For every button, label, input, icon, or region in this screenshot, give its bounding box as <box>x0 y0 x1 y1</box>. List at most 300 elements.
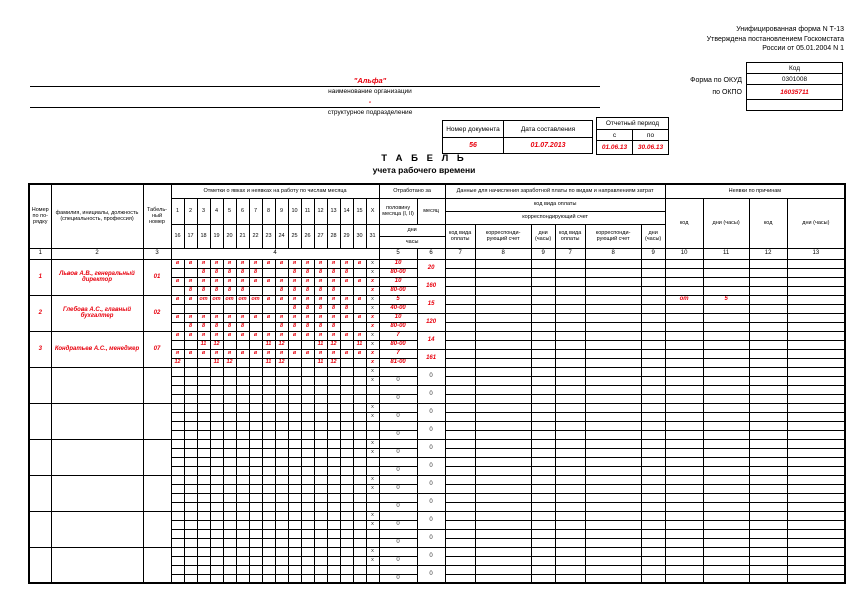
day-hours-cell <box>249 412 262 421</box>
day-code-cell <box>314 511 327 520</box>
day-hours-cell <box>288 466 301 475</box>
day-code-cell: в <box>171 295 184 304</box>
absence-code-cell <box>749 448 787 457</box>
pay-data-cell <box>641 511 665 520</box>
day-hours-cell <box>210 466 223 475</box>
day-code-cell <box>171 457 184 466</box>
day-code-cell: от <box>236 295 249 304</box>
day-hours-cell <box>262 322 275 331</box>
absence-days-cell <box>787 421 845 430</box>
absence-code-cell <box>749 331 787 340</box>
day-code-cell <box>288 421 301 430</box>
day-code-cell <box>249 529 262 538</box>
day-hours-cell <box>301 484 314 493</box>
pay-data-cell <box>585 286 641 295</box>
column-number-cell: 1 <box>29 248 51 259</box>
header-sub-pay-account: корреспонди- рующий счет <box>475 224 531 248</box>
code-box <box>746 63 843 111</box>
day-hours-cell <box>210 538 223 547</box>
day-hours-cell <box>366 502 379 511</box>
day-number-header: 27 <box>314 224 327 248</box>
pay-data-cell <box>445 448 475 457</box>
day-number-header: 19 <box>210 224 223 248</box>
day-code-cell <box>262 421 275 430</box>
day-hours-cell <box>262 286 275 295</box>
absence-days-cell <box>787 574 845 583</box>
day-hours-cell <box>340 322 353 331</box>
day-hours-cell: 8 <box>327 322 340 331</box>
row-number-cell <box>29 367 51 403</box>
day-hours-cell: 8 <box>288 268 301 277</box>
pay-data-cell <box>555 394 585 403</box>
day-code-cell: x <box>366 331 379 340</box>
pay-data-cell <box>445 430 475 439</box>
month-total-days-cell: 20 <box>417 259 445 277</box>
day-code-cell <box>249 385 262 394</box>
day-hours-cell <box>197 358 210 367</box>
day-hours-cell <box>249 574 262 583</box>
employee-name-cell: Глебова А.С., главный бухгалтер <box>51 295 143 331</box>
day-code-cell <box>353 439 366 448</box>
pay-data-cell <box>445 268 475 277</box>
day-code-cell <box>314 439 327 448</box>
day-code-cell <box>275 403 288 412</box>
day-hours-cell <box>340 484 353 493</box>
day-code-cell <box>223 421 236 430</box>
day-hours-cell <box>236 394 249 403</box>
day-hours-cell <box>171 286 184 295</box>
day-hours-cell <box>314 466 327 475</box>
day-hours-cell <box>223 394 236 403</box>
day-hours-cell <box>340 538 353 547</box>
absence-days-cell <box>703 547 749 556</box>
day-hours-cell <box>184 340 197 349</box>
day-code-cell <box>210 565 223 574</box>
absence-days-cell <box>703 430 749 439</box>
header-row-number: Номер по по- рядку <box>29 184 51 248</box>
day-code-cell: я <box>223 259 236 268</box>
day-code-cell: в <box>353 277 366 286</box>
absence-days-cell <box>787 412 845 421</box>
day-code-cell: я <box>236 259 249 268</box>
day-code-cell: я <box>301 259 314 268</box>
absence-code-cell <box>665 457 703 466</box>
absence-days-cell <box>787 367 845 376</box>
half-total-hours-cell: 80-00 <box>379 322 417 331</box>
day-hours-cell <box>275 466 288 475</box>
day-code-cell: я <box>314 313 327 322</box>
day-hours-cell <box>262 412 275 421</box>
row-number-cell: 1 <box>29 259 51 295</box>
day-hours-cell <box>223 484 236 493</box>
pay-data-cell <box>531 448 555 457</box>
pay-data-cell <box>445 403 475 412</box>
day-code-cell <box>197 367 210 376</box>
day-code-cell <box>262 529 275 538</box>
day-code-cell: я <box>275 349 288 358</box>
half-total-hours-cell: 80-00 <box>379 286 417 295</box>
pay-data-cell <box>531 367 555 376</box>
absence-code-cell <box>665 484 703 493</box>
department-caption: структурное подразделение <box>327 109 413 116</box>
day-hours-cell <box>171 484 184 493</box>
day-code-cell <box>171 385 184 394</box>
day-hours-cell <box>327 466 340 475</box>
pay-data-cell <box>475 511 531 520</box>
day-code-cell <box>262 439 275 448</box>
absence-code-cell <box>665 349 703 358</box>
pay-data-cell <box>585 376 641 385</box>
day-code-cell <box>236 385 249 394</box>
day-code-cell <box>353 421 366 430</box>
employee-name-cell <box>51 547 143 583</box>
day-code-cell <box>275 493 288 502</box>
day-code-cell <box>327 547 340 556</box>
day-code-cell <box>184 565 197 574</box>
day-code-cell <box>340 403 353 412</box>
day-code-cell: я <box>301 313 314 322</box>
header-sub-pay-code: код вида оплаты <box>445 224 475 248</box>
day-hours-cell: 11 <box>314 358 327 367</box>
day-hours-cell: 8 <box>197 322 210 331</box>
personnel-number-cell <box>143 439 171 475</box>
pay-data-cell <box>475 367 531 376</box>
absence-days-cell <box>703 304 749 313</box>
day-code-cell: x <box>366 547 379 556</box>
day-code-cell <box>314 565 327 574</box>
day-hours-cell <box>236 484 249 493</box>
day-number-header: 17 <box>184 224 197 248</box>
pay-data-cell <box>475 574 531 583</box>
day-hours-cell <box>275 538 288 547</box>
day-hours-cell: 12 <box>275 358 288 367</box>
day-hours-cell <box>249 520 262 529</box>
day-code-cell <box>223 367 236 376</box>
half-total-days-cell <box>379 547 417 556</box>
day-code-cell <box>171 547 184 556</box>
day-code-cell: в <box>184 331 197 340</box>
day-hours-cell <box>197 574 210 583</box>
pay-data-cell <box>445 295 475 304</box>
header-worked-for: Отработано за <box>379 184 445 198</box>
day-hours-cell <box>327 394 340 403</box>
pay-data-cell <box>475 358 531 367</box>
day-hours-cell <box>171 412 184 421</box>
day-hours-cell: 8 <box>197 268 210 277</box>
absence-days-cell <box>787 493 845 502</box>
pay-data-cell <box>555 466 585 475</box>
day-code-cell <box>171 439 184 448</box>
pay-data-cell <box>445 394 475 403</box>
pay-data-cell <box>475 349 531 358</box>
pay-data-cell <box>531 394 555 403</box>
doc-number-value: 56 <box>442 137 504 154</box>
day-hours-cell <box>223 556 236 565</box>
day-hours-cell: 8 <box>223 322 236 331</box>
absence-days-cell <box>787 520 845 529</box>
pay-data-cell <box>445 574 475 583</box>
day-code-cell <box>197 421 210 430</box>
day-code-cell <box>236 475 249 484</box>
pay-data-cell <box>531 574 555 583</box>
day-code-cell: я <box>184 277 197 286</box>
absence-days-cell <box>787 376 845 385</box>
day-hours-cell <box>171 556 184 565</box>
day-code-cell: x <box>366 403 379 412</box>
pay-data-cell <box>585 403 641 412</box>
absence-days-cell <box>787 277 845 286</box>
absence-days-cell <box>703 331 749 340</box>
day-code-cell <box>236 547 249 556</box>
day-code-cell <box>236 367 249 376</box>
pay-data-cell <box>641 322 665 331</box>
day-code-cell: в <box>249 349 262 358</box>
half-total-hours-cell: 0 <box>379 466 417 475</box>
pay-data-cell <box>555 277 585 286</box>
day-hours-cell <box>184 520 197 529</box>
day-code-cell <box>340 493 353 502</box>
day-hours-cell <box>353 322 366 331</box>
day-hours-cell <box>288 412 301 421</box>
day-hours-cell: 8 <box>340 304 353 313</box>
day-hours-cell: 8 <box>210 268 223 277</box>
day-hours-cell <box>249 358 262 367</box>
day-hours-cell <box>249 304 262 313</box>
day-code-cell: я <box>210 277 223 286</box>
pay-data-cell <box>531 538 555 547</box>
pay-data-cell <box>585 394 641 403</box>
pay-data-cell <box>531 331 555 340</box>
column-number-cell: 10 <box>665 248 703 259</box>
column-number-cell: 11 <box>703 248 749 259</box>
day-code-cell <box>223 439 236 448</box>
absence-days-cell <box>703 493 749 502</box>
day-hours-cell <box>314 448 327 457</box>
pay-data-cell <box>531 457 555 466</box>
day-hours-cell: 8 <box>184 322 197 331</box>
day-code-cell: в <box>340 277 353 286</box>
day-code-cell <box>366 457 379 466</box>
day-code-cell: в <box>171 259 184 268</box>
day-hours-cell <box>184 484 197 493</box>
pay-data-cell <box>585 448 641 457</box>
period-from-label: с <box>596 129 633 141</box>
day-code-cell <box>171 421 184 430</box>
day-code-cell: в <box>262 277 275 286</box>
timesheet-table <box>28 183 846 584</box>
half-total-hours-cell: 40-00 <box>379 304 417 313</box>
personnel-number-cell: 01 <box>143 259 171 295</box>
day-hours-cell <box>184 358 197 367</box>
day-code-cell <box>210 457 223 466</box>
day-code-cell <box>171 403 184 412</box>
day-hours-cell <box>171 322 184 331</box>
pay-data-cell <box>531 286 555 295</box>
header-sub-pay-account: корреспонди- рующий счет <box>585 224 641 248</box>
day-code-cell: в <box>262 295 275 304</box>
pay-data-cell <box>475 331 531 340</box>
day-hours-cell <box>353 304 366 313</box>
month-total-hours-cell: 0 <box>417 529 445 547</box>
pay-data-cell <box>475 394 531 403</box>
day-hours-cell: x <box>366 268 379 277</box>
day-code-cell <box>223 493 236 502</box>
absence-days-cell <box>703 349 749 358</box>
day-number-header: 24 <box>275 224 288 248</box>
report-period-table <box>597 118 669 155</box>
day-hours-cell: x <box>366 304 379 313</box>
day-code-cell <box>288 565 301 574</box>
day-hours-cell <box>249 502 262 511</box>
day-hours-cell: 8 <box>184 286 197 295</box>
absence-days-cell <box>703 520 749 529</box>
day-code-cell <box>288 403 301 412</box>
day-hours-cell <box>275 412 288 421</box>
absence-days-cell <box>703 259 749 268</box>
day-hours-cell <box>262 574 275 583</box>
absence-days-cell <box>703 556 749 565</box>
day-hours-cell: 11 <box>197 340 210 349</box>
day-code-cell: я <box>301 277 314 286</box>
day-hours-cell <box>262 556 275 565</box>
day-code-cell: в <box>301 349 314 358</box>
row-number-cell <box>29 403 51 439</box>
day-hours-cell <box>249 286 262 295</box>
day-code-cell <box>262 457 275 466</box>
day-code-cell <box>366 421 379 430</box>
pay-data-cell <box>585 457 641 466</box>
absence-code-cell <box>665 394 703 403</box>
pay-data-cell <box>585 304 641 313</box>
absence-days-cell <box>703 565 749 574</box>
pay-data-cell <box>445 412 475 421</box>
absence-code-cell <box>665 511 703 520</box>
half-total-days-cell: 10 <box>379 277 417 286</box>
day-code-cell: в <box>262 313 275 322</box>
absence-code-cell <box>665 367 703 376</box>
day-hours-cell <box>275 268 288 277</box>
absence-days-cell <box>703 457 749 466</box>
pay-data-cell <box>585 520 641 529</box>
pay-data-cell <box>555 457 585 466</box>
day-hours-cell: 8 <box>314 268 327 277</box>
day-code-cell: в <box>262 259 275 268</box>
pay-data-cell <box>445 385 475 394</box>
month-total-hours-cell: 0 <box>417 565 445 583</box>
absence-code-cell <box>749 493 787 502</box>
day-code-cell: в <box>340 331 353 340</box>
day-number-header: 14 <box>340 198 353 224</box>
pay-data-cell <box>641 538 665 547</box>
day-hours-cell <box>353 430 366 439</box>
day-hours-cell <box>288 430 301 439</box>
day-hours-cell <box>314 520 327 529</box>
pay-data-cell <box>641 556 665 565</box>
absence-code-cell <box>749 538 787 547</box>
absence-code-cell <box>665 268 703 277</box>
day-code-cell: x <box>366 277 379 286</box>
day-code-cell <box>288 439 301 448</box>
employee-name-cell <box>51 511 143 547</box>
day-code-cell: я <box>223 277 236 286</box>
day-hours-cell <box>171 520 184 529</box>
day-hours-cell <box>184 268 197 277</box>
pay-data-cell <box>531 520 555 529</box>
month-total-days-cell: 0 <box>417 403 445 421</box>
org-name-line <box>30 86 600 87</box>
day-code-cell: в <box>171 313 184 322</box>
day-hours-cell <box>262 520 275 529</box>
day-code-cell <box>249 475 262 484</box>
day-code-cell <box>249 511 262 520</box>
day-code-cell <box>353 475 366 484</box>
day-code-cell: в <box>275 295 288 304</box>
day-code-cell: я <box>210 349 223 358</box>
day-hours-cell: 8 <box>301 322 314 331</box>
day-hours-cell <box>184 448 197 457</box>
day-hours-cell <box>184 574 197 583</box>
pay-data-cell <box>445 529 475 538</box>
absence-days-cell <box>703 412 749 421</box>
pay-data-cell <box>641 376 665 385</box>
day-hours-cell <box>236 430 249 439</box>
day-hours-cell <box>184 376 197 385</box>
half-total-hours-cell: 0 <box>379 502 417 511</box>
employee-name-cell <box>51 475 143 511</box>
day-code-cell <box>210 403 223 412</box>
day-number-header: 11 <box>301 198 314 224</box>
header-attendance-marks: Отметки о явках и неявках на работу по числам месяца <box>171 184 379 198</box>
pay-data-cell <box>641 403 665 412</box>
pay-data-cell <box>445 331 475 340</box>
header-sub-pay-code: код вида оплаты <box>555 224 585 248</box>
pay-data-cell <box>585 475 641 484</box>
day-hours-cell: 8 <box>249 268 262 277</box>
day-code-cell: я <box>314 295 327 304</box>
half-total-days-cell <box>379 529 417 538</box>
pay-data-cell <box>475 304 531 313</box>
day-hours-cell: 8 <box>327 304 340 313</box>
absence-code-cell <box>749 277 787 286</box>
day-code-cell <box>223 529 236 538</box>
day-code-cell: в <box>184 349 197 358</box>
day-hours-cell: x <box>366 412 379 421</box>
absence-days-cell <box>787 340 845 349</box>
half-total-hours-cell: 0 <box>379 538 417 547</box>
pay-data-cell <box>641 340 665 349</box>
absence-days-cell <box>703 421 749 430</box>
pay-data-cell <box>531 259 555 268</box>
day-code-cell: я <box>327 313 340 322</box>
doc-date-value: 01.07.2013 <box>503 137 593 154</box>
day-code-cell <box>223 385 236 394</box>
pay-data-cell <box>531 502 555 511</box>
day-code-cell <box>236 529 249 538</box>
day-code-cell <box>353 511 366 520</box>
half-total-hours-cell: 0 <box>379 520 417 529</box>
month-total-hours-cell: 0 <box>417 493 445 511</box>
pay-data-cell <box>531 547 555 556</box>
day-code-cell: я <box>288 259 301 268</box>
pay-data-cell <box>475 412 531 421</box>
absence-days-cell <box>703 502 749 511</box>
absence-days-cell <box>787 475 845 484</box>
pay-data-cell <box>555 448 585 457</box>
header-days: дни <box>379 224 445 236</box>
pay-data-cell <box>475 430 531 439</box>
day-hours-cell <box>197 484 210 493</box>
day-hours-cell <box>288 376 301 385</box>
